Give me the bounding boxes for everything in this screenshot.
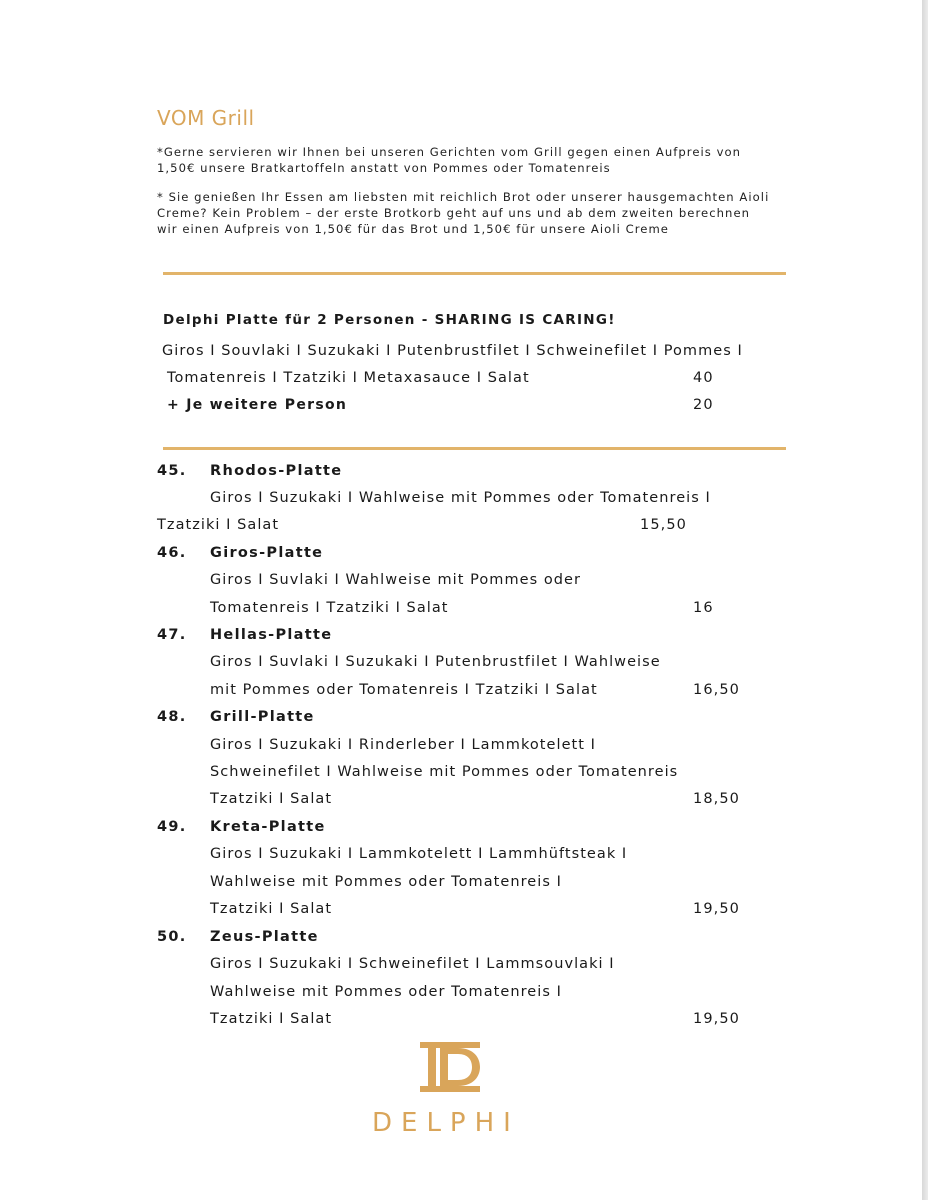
sharing-line-2: Tomatenreis I Tzatziki I Metaxasauce I Salat [167,370,530,386]
item-number: 49. [157,819,187,835]
note-2-line-3: wir einen Aufpreis von 1,50€ für das Brot und 1,50€ für unsere Aioli Creme [157,222,669,236]
item-line: Schweinefilet I Wahlweise mit Pommes oder Tomatenreis [210,764,679,780]
note-1-line-1: *Gerne servieren wir Ihnen bei unseren Gerichten vom Grill gegen einen Aufpreis von [157,145,742,159]
sharing-extra-label: + Je weitere Person [167,397,348,413]
item-line: Tzatziki I Salat [210,791,333,807]
divider-middle [163,447,786,450]
item-line: Giros I Suzukaki I Lammkotelett I Lammhüftsteak I [210,846,628,862]
item-line: Tzatziki I Salat [157,517,280,533]
item-number: 50. [157,929,187,945]
note-2-line-1: * Sie genießen Ihr Essen am liebsten mit reichlich Brot oder unserer hausgemachten Aioli [157,190,770,204]
divider-top [163,272,786,275]
page-edge [922,0,928,1200]
item-line: Tzatziki I Salat [210,1011,333,1027]
item-price: 18,50 [693,791,741,807]
sharing-extra-price: 20 [693,397,714,413]
item-line: mit Pommes oder Tomatenreis I Tzatziki I Salat [210,682,598,698]
sharing-title: Delphi Platte für 2 Personen - SHARING IS CARING! [163,312,616,328]
item-number: 46. [157,545,187,561]
item-price: 19,50 [693,901,741,917]
item-name: Giros-Platte [210,545,324,561]
sharing-price: 40 [693,370,714,386]
item-name: Kreta-Platte [210,819,326,835]
section-title: VOM Grill [157,106,255,130]
item-price: 16 [693,600,714,616]
note-2-line-2: Creme? Kein Problem – der erste Brotkorb geht auf uns und ab dem zweiten berechnen [157,206,751,220]
item-name: Zeus-Platte [210,929,319,945]
item-name: Rhodos-Platte [210,463,343,479]
item-line: Giros I Suzukaki I Wahlweise mit Pommes oder Tomatenreis I [210,490,711,506]
brand-name: DELPHI [372,1108,520,1138]
item-price: 19,50 [693,1011,741,1027]
item-number: 47. [157,627,187,643]
item-line: Giros I Suzukaki I Schweinefilet I Lammsouvlaki I [210,956,615,972]
item-line: Wahlweise mit Pommes oder Tomatenreis I [210,984,562,1000]
item-number: 45. [157,463,187,479]
item-name: Hellas-Platte [210,627,333,643]
item-number: 48. [157,709,187,725]
item-name: Grill-Platte [210,709,315,725]
sharing-line-1: Giros I Souvlaki I Suzukaki I Putenbrustfilet I Schweinefilet I Pommes I [162,343,743,359]
item-price: 16,50 [693,682,741,698]
item-line: Tomatenreis I Tzatziki I Salat [210,600,449,616]
item-line: Giros I Suzukaki I Rinderleber I Lammkotelett I [210,737,597,753]
item-price: 15,50 [640,517,688,533]
item-line: Wahlweise mit Pommes oder Tomatenreis I [210,874,562,890]
item-line: Giros I Suvlaki I Wahlweise mit Pommes oder [210,572,582,588]
note-1-line-2: 1,50€ unsere Bratkartoffeln anstatt von Pommes oder Tomatenreis [157,161,611,175]
item-line: Giros I Suvlaki I Suzukaki I Putenbrustfilet I Wahlweise [210,654,661,670]
item-line: Tzatziki I Salat [210,901,333,917]
